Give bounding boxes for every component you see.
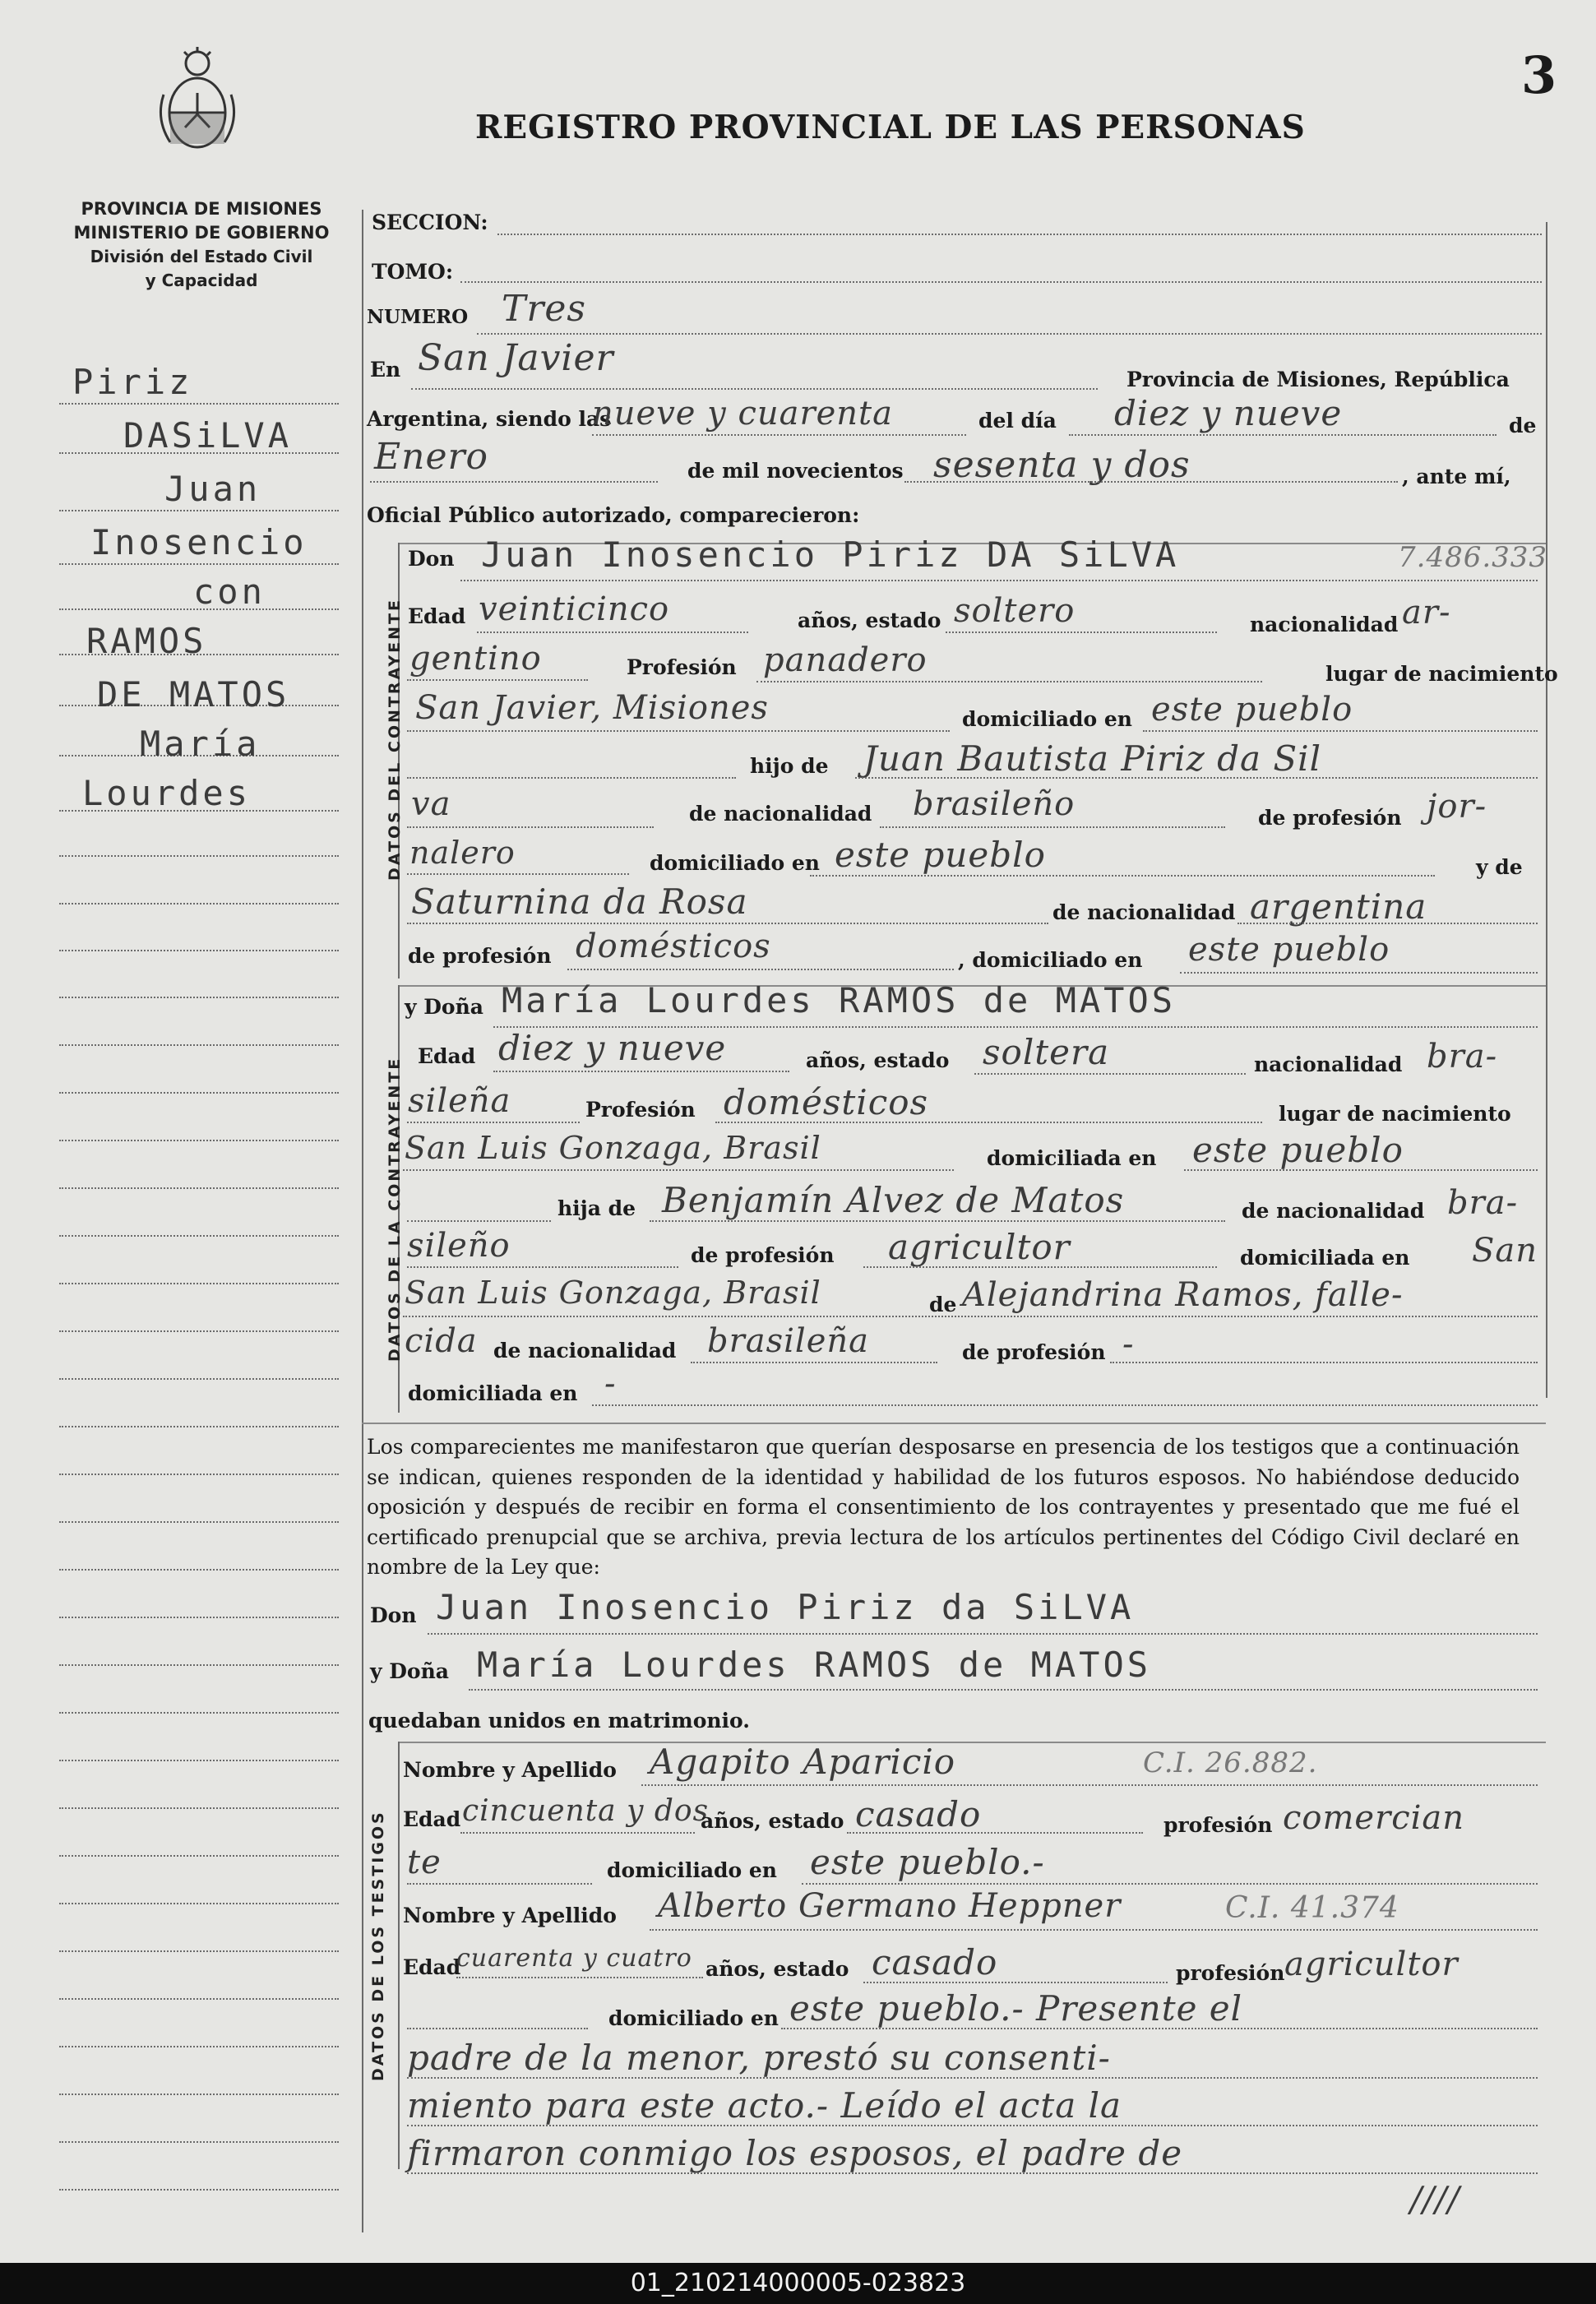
witness-continuation-line-1: padre de la menor, prestó su consenti- [407,2038,1111,2078]
witness-2-edad-label: Edad [403,1955,461,1979]
witness-2-anios-estado-label: años, estado [705,1957,849,1981]
issuer-line-ministry: MINISTERIO DE GOBIERNO [73,223,330,243]
groom-profesion-label: Profesión [627,655,737,679]
groom-mother-domiciliado: este pueblo [1188,931,1390,969]
groom-mother-profesion-label: de profesión [408,944,552,968]
witness-continuation-line-2: miento para este acto.- Leído el acta la [407,2085,1122,2126]
groom-father-name-b: va [411,785,451,823]
witness-1-profesion-a: comercian [1283,1799,1465,1837]
bride-father-profesion: agricultor [888,1227,1071,1267]
groom-edad-label: Edad [408,604,466,628]
witness-2-domiciliado: este pueblo.- Presente el [789,1988,1243,2029]
statement-paragraph: Los comparecientes me manifestaron que querían desposarse en presencia de los testigos que a continuación se indican, quienes responden de la identidad y habilidad de los futuros esposos. No habiéndose deducido oposición y después de recibir en forma el consentimiento de los contrayentes y presentado que me fué el certificado prenupcial que se archiva, previa lectura de los artículos pertinentes del Código Civil declaré en nombre de la Ley que: [367,1435,1520,1579]
statement-don-label: Don [370,1603,417,1627]
bride-mother-name-a: Alejandrina Ramos, falle- [962,1276,1404,1314]
groom-anios-estado-label: años, estado [798,608,941,632]
bride-profesion-label: Profesión [585,1098,696,1122]
groom-lugar-nacimiento-value: San Javier, Misiones [415,689,769,727]
witness-section-border [398,1742,400,2169]
groom-mother-name: Saturnina da Rosa [411,881,748,922]
groom-name: Juan Inosencio Piriz DA SiLVA [481,534,1180,575]
bride-estado-value: soltera [983,1032,1110,1072]
groom-don-label: Don [408,547,455,571]
numero-value: Tres [502,288,586,330]
dia-value: diez y nueve [1114,393,1343,433]
margin-note-line-5: con [193,571,266,612]
witness-2-estado: casado [872,1942,998,1982]
groom-nacionalidad-label: nacionalidad [1250,613,1399,636]
witness-section-top [398,1742,1546,1743]
en-value: San Javier [418,337,614,379]
groom-father-profesion-a: jor- [1427,788,1487,826]
witness-1-domiciliado: este pueblo.- [810,1842,1045,1882]
witness-continuation-line-3: firmaron conmigo los esposos, el padre de [407,2133,1183,2173]
bride-anios-estado-label: años, estado [806,1048,950,1072]
margin-note-line-6: RAMOS [86,621,207,661]
groom-estado-value: soltero [954,592,1076,630]
bride-lugar-nacimiento-value: San Luis Gonzaga, Brasil [405,1130,821,1166]
groom-nacionalidad-value-a: ar- [1402,594,1451,632]
groom-edad-value: veinticinco [479,590,670,628]
issuer-block [58,197,345,293]
witness-1-nombre-label: Nombre y Apellido [403,1758,617,1782]
bride-mother-profesion: - [1122,1325,1135,1363]
bride-edad-value: diez y nueve [498,1028,727,1068]
form-frame-right [1546,222,1547,1398]
witness-1-estado: casado [855,1794,982,1834]
bride-mother-domiciliada: - [604,1365,617,1403]
seccion-label: SECCION: [372,211,488,234]
statement-groom-name: Juan Inosencio Piriz da SiLVA [436,1587,1135,1627]
bride-mother-profesion-label: de profesión [962,1340,1106,1364]
anio-value: sesenta y dos [933,444,1191,486]
groom-father-domiciliado: este pueblo [835,835,1046,875]
witness-2-name: Alberto Germano Heppner [658,1887,1122,1925]
bride-nacionalidad-label: nacionalidad [1254,1053,1403,1076]
groom-mother-nacionalidad-label: de nacionalidad [1052,900,1236,924]
en-label: En [370,358,401,382]
bride-domiciliada-value: este pueblo [1192,1130,1404,1170]
issuer-line-division: División del Estado Civil [90,247,313,266]
bride-nacionalidad-value-b: sileña [408,1082,511,1120]
de-label: de [1509,414,1537,437]
bride-father-domiciliada-a: San [1472,1232,1538,1270]
bride-father-domiciliada-b: San Luis Gonzaga, Brasil [405,1275,821,1311]
witness-1-profesion-b: te [407,1844,442,1881]
groom-hijo-de-label: hijo de [750,754,829,778]
province-text: Provincia de Misiones, República [1126,368,1510,391]
groom-domiciliado-label: domiciliado en [962,707,1132,731]
margin-note-line-8: María [140,724,261,764]
groom-id-number: 7.486.333 [1398,541,1548,574]
image-caption: 01_210214000005-023823 [0,2263,1596,2304]
bride-profesion-value: domésticos [724,1082,929,1122]
margin-note-line-3: Juan [164,469,261,509]
bride-lugar-nacimiento-label: lugar de nacimiento [1279,1102,1511,1126]
witness-1-domiciliado-label: domiciliado en [607,1858,777,1882]
bride-nacionalidad-value-a: bra- [1427,1038,1498,1076]
bride-hija-de-label: hija de [557,1196,636,1220]
witness-1-id: C.I. 26.882. [1143,1747,1318,1779]
de-mil-label: de mil novecientos [687,459,904,483]
statement-bride-name: María Lourdes RAMOS de MATOS [477,1645,1152,1685]
groom-nacionalidad-value-b: gentino [409,640,542,678]
bride-father-name: Benjamín Alvez de Matos [662,1180,1125,1220]
witness-section-label: DATOS DE LOS TESTIGOS [369,1810,387,2081]
groom-mother-profesion: domésticos [576,928,771,965]
groom-father-domiciliado-label: domiciliado en [650,851,820,875]
bride-father-nacionalidad-a: bra- [1447,1184,1519,1222]
witness-2-profesion-label: profesión [1176,1961,1285,1985]
witness-1-edad-label: Edad [403,1807,461,1831]
margin-note-line-2: DASiLVA [123,415,293,456]
groom-mother-nacionalidad: argentina [1250,886,1427,927]
mes-value: Enero [374,436,489,478]
numero-label: NUMERO [367,306,469,328]
tomo-label: TOMO: [372,260,454,284]
bride-mother-domiciliada-label: domiciliada en [408,1381,578,1405]
issuer-line-province: PROVINCIA DE MISIONES [81,199,322,219]
groom-father-profesion-b: nalero [409,835,516,871]
witness-2-domiciliado-label: domiciliado en [608,2006,779,2030]
form-frame-left [362,210,363,2232]
ante-mi-label: , ante mí, [1402,465,1511,488]
witness-1-anios-estado-label: años, estado [701,1809,844,1833]
margin-note-line-9: Lourdes [82,773,252,813]
groom-section-label: DATOS DEL CONTRAYENTE [386,598,404,881]
bride-de-label: de [929,1293,957,1316]
coat-of-arms-icon [152,45,243,156]
groom-de-nacionalidad-label: de nacionalidad [689,802,872,826]
hora-value: nueve y cuarenta [592,395,893,433]
bride-father-nacionalidad-b: sileño [407,1227,511,1265]
groom-y-de-label: y de [1476,855,1523,879]
witness-1-profesion-label: profesión [1163,1813,1273,1837]
statement-closing: quedaban unidos en matrimonio. [368,1709,750,1733]
witness-2-nombre-label: Nombre y Apellido [403,1904,617,1927]
witness-1-name: Agapito Aparicio [650,1742,956,1782]
statement-top [362,1423,1546,1424]
margin-note-line-4: Inosencio [90,522,308,562]
groom-domiciliado-value: este pueblo [1151,691,1353,729]
page-number: 3 [1521,45,1557,105]
bride-father-domiciliada-label: domiciliada en [1240,1246,1410,1270]
bride-section-label: DATOS DE LA CONTRAYENTE [386,1056,404,1362]
bride-edad-label: Edad [418,1044,476,1068]
witness-2-edad: cuarenta y cuatro [456,1944,692,1973]
oficial-text: Oficial Público autorizado, comparecieron: [367,503,860,527]
statement-dona-label: y Doña [370,1659,449,1683]
groom-mother-domiciliado-label: , domiciliado en [958,948,1143,972]
groom-father-nacionalidad: brasileño [913,785,1076,823]
argentina-text: Argentina, siendo las [367,407,612,431]
bride-mother-nacionalidad-label: de nacionalidad [493,1339,677,1363]
bride-de-nacionalidad-label: de nacionalidad [1242,1199,1425,1223]
bride-name: María Lourdes RAMOS de MATOS [502,980,1177,1020]
bride-mother-nacionalidad: brasileña [707,1322,869,1360]
witness-2-profesion: agricultor [1284,1945,1459,1983]
bride-domiciliada-label: domiciliada en [987,1146,1157,1170]
groom-de-profesion-label: de profesión [1258,806,1402,830]
groom-father-name-a: Juan Bautista Piriz da Sil [863,738,1322,779]
groom-lugar-nacimiento-label: lugar de nacimiento [1325,662,1558,686]
bride-mother-name-b: cida [405,1322,478,1360]
witness-2-id: C.I. 41.374 [1225,1891,1399,1925]
margin-note-line-7: DE MATOS [97,674,290,715]
issuer-line-capacity: y Capacidad [145,271,258,290]
bride-de-profesion-label: de profesión [691,1243,835,1267]
closing-marks: //// [1410,2179,1460,2219]
witness-1-edad: cincuenta y dos [462,1794,710,1828]
margin-note-line-1: Piriz [72,362,193,402]
del-dia-label: del día [978,409,1057,433]
document-title: REGISTRO PROVINCIAL DE LAS PERSONAS [475,109,1306,146]
groom-profesion-value: panadero [763,641,928,679]
bride-dona-label: y Doña [405,995,483,1019]
